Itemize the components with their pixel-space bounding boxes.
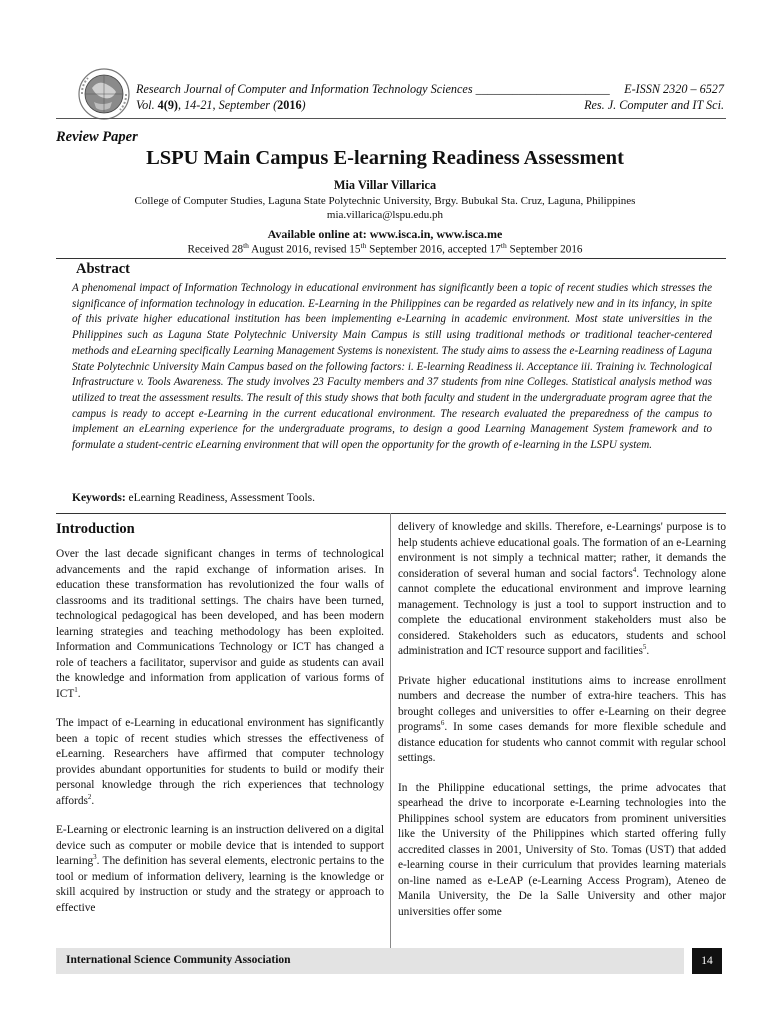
affiliation: College of Computer Studies, Laguna State Polytechnic University, Brgy. Bubukal Sta. Cruz, Laguna, Philippines — [134, 195, 636, 207]
issn: E-ISSN 2320 – 6527 — [624, 82, 724, 96]
paper-type: Review Paper — [56, 129, 138, 145]
abstract-top-rule — [56, 258, 726, 259]
page-number: 14 — [692, 948, 722, 974]
author-email: mia.villarica@lspu.edu.ph — [326, 209, 444, 221]
volume: 4(9) — [157, 98, 178, 112]
isca-logo-icon — [76, 66, 132, 122]
paragraph: Private higher educational institutions aims to increase enrollment numbers and decrease the number of extra-hire teachers. This has brought colleges and universities to offer e-Learning on their degree programs$^6$. In some cases demands for more flexible schedule and distance education for students who cannot commit with regular school settings. — [398, 674, 726, 764]
keywords — [72, 492, 315, 504]
abstract-text: A phenomenal impact of Information Technology in educational environment has significantly been a topic of recent studies which stresses the significance of information technology in education. E-Learning in the Philippines can be regarded as relatively new and in its infancy, in spite of this private higher educational institution has been implementing e-Learning in academic environment. Most state universities in the Philippines such as Laguna State Polytechnic University Main Campus is still using traditional methods or traditional teacher-centered methods and eLearning specifically Learning Management Systems is nonexistent. The study aims to assess the e-Learning readiness of Laguna State Polytechnic University Main Campus based on the following factors: i. E-learning Readiness ii. Acceptance iii. Training iv. Technological Infrastructure v. Tools Awareness. The study involves 23 Faculty members and 37 students from nine Colleges. Statistical analysis method was utilized to treat the assessment results. The result of this study shows that both faculty and student in the undergraduate program agree that the campus is ready to accept e-Learning in the current educational environment. The research evaluated the preparedness of the campus to implement an eLearning experience for the undergraduate programs, to design a good Learning Management System framework and to formulate a student-centric eLearning environment that will open the opportunity for the growth of e-learning in the LSPU system. — [72, 282, 712, 452]
affiliation-block — [0, 194, 770, 222]
footer-organization: International Science Community Association — [66, 954, 291, 966]
year: 2016 — [277, 98, 302, 112]
journal-abbreviation: Res. J. Computer and IT Sci. — [584, 98, 724, 112]
author-name: Mia Villar Villarica — [333, 178, 437, 192]
right-column — [398, 520, 726, 934]
paragraph: E-Learning or electronic learning is an instruction delivered on a digital device such as computer or mobile device that is intended to support learning$^3$. The definition has several elements, electronic pertains to the tool or medium of information delivery, learning is the knowledge or skill acquired by instruction or study and the strategy or approach to effective — [56, 824, 384, 914]
journal-name: Research Journal of Computer and Information Technology Sciences ______________________ — [136, 82, 610, 96]
abstract-heading: Abstract — [76, 261, 130, 277]
keywords-list: eLearning Readiness, Assessment Tools. — [125, 492, 316, 504]
paragraph: The impact of e-Learning in educational environment has significantly been a topic of recent studies which stresses the effectiveness of eLearning. Researchers have affirmed that computer technology provides abundant opportunities for students to build or modify their personal knowledge through the rich experiences that technology affords$^2$. — [56, 717, 384, 807]
left-column — [56, 547, 384, 930]
paragraph: delivery of knowledge and skills. Therefore, e-Learnings' purpose is to help students achieve educational goals. The formation of an e-Learning environment is not simply a technical matter; rather, it demands the consideration of several human and social factors$^4$. Technology alone cannot complete the educational environment and improve learning management. Technology is just a tool to support instruction and to complete the educational environment stakeholders must also be considered. Stakeholders such as educators, students and school administration and ICT resource support and facilities$^5$. — [398, 521, 727, 657]
paragraph: In the Philippine educational settings, the prime advocates that spearhead the drive to incorporate e-Learning technologies into the Philippines school system are educators from prominent universities like the University of the Philippines which started offering fully accredited classes in 2001, University of Sto. Tomas (UST) that added e-learning course in their curriculum that provides learning materials on-line named as e-LeAP (e-Learning Access Program), Ateneo de Manila University, the De la Salle University and other major universities offer some — [398, 781, 726, 918]
volume-line: Vol. 4(9), 14-21, September (2016) — [136, 98, 306, 112]
journal-header-right — [584, 81, 724, 113]
introduction-heading: Introduction — [56, 521, 135, 537]
received-dates: Received 28th August 2016, revised 15th September 2016, accepted 17th September 2016 — [187, 241, 583, 256]
keywords-label: Keywords: — [72, 492, 126, 504]
header-divider — [56, 118, 726, 119]
abstract-bottom-rule — [56, 513, 726, 514]
available-online: Available online at: www.isca.in, www.isca.me — [267, 227, 503, 241]
paragraph: Over the last decade significant changes in terms of technological advancements and the rapid exchange of information arises. In education these transformation has revolutionized the four walls of classrooms and its traditional settings. The chairs have been turned, technological pedagogical has been developed, and has been modern learning strategies and teaching methodology has been exploited. Information and Communications Technology or ICT has changed a role of teachers a facilitator, supervisor and guide as students can avail the knowledge and information from application of various forms of ICT$^1$. — [56, 548, 384, 700]
column-divider — [390, 513, 391, 953]
paper-title: LSPU Main Campus E-learning Readiness Assessment — [146, 147, 624, 169]
journal-header-left — [136, 81, 610, 113]
